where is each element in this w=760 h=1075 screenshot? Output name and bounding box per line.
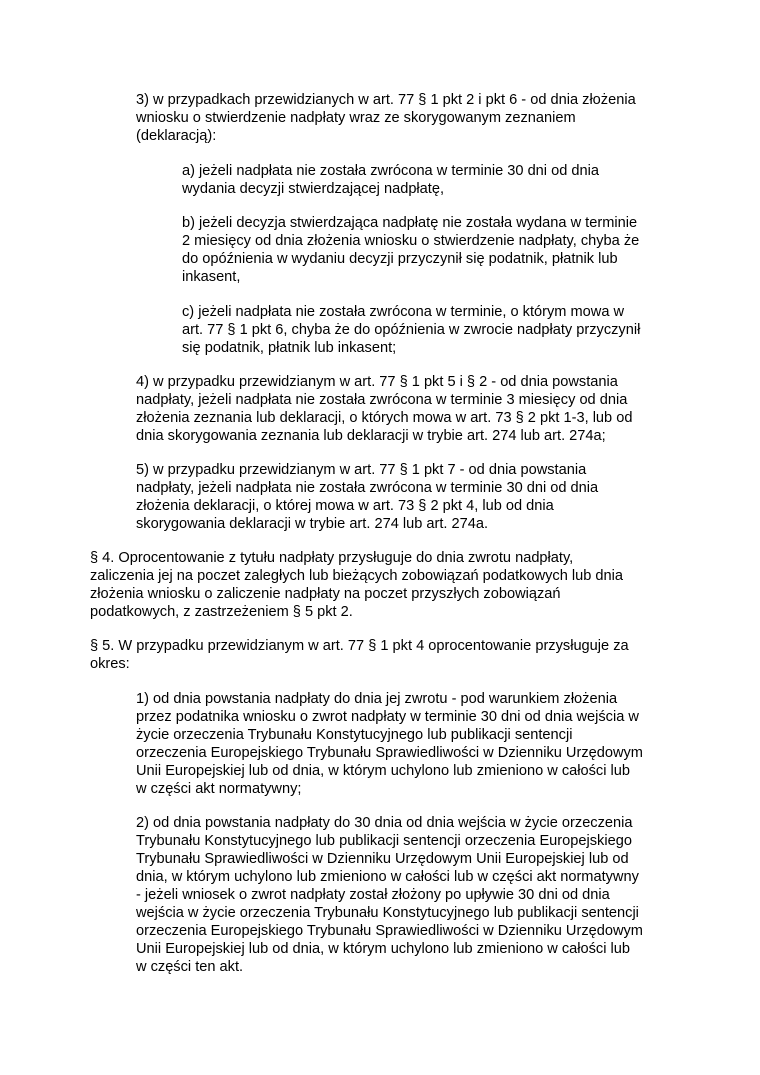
section-5-point-1: 1) od dnia powstania nadpłaty do dnia jej zwrotu - pod warunkiem złożenia przez podatnika wniosku o zwrot nadpłaty w terminie 30 dni od dnia wejścia w życie orzeczenia Trybunału Konstytucyjnego lub publikacji sentencji orzeczenia Europejskiego Trybunału Sprawiedliwości w Dzienniku Urzędowym Unii Europejskiej lub od dnia, w którym uchylono lub zmieniono w całości lub w części akt normatywny; [136,691,643,797]
point-4: 4) w przypadku przewidzianym w art. 77 § 1 pkt 5 i § 2 - od dnia powstania nadpłaty, jeżeli nadpłata nie została zwrócona w terminie 3 miesięcy od dnia złożenia zeznania lub deklaracji, o których mowa w art. 73 § 2 pkt 1-3, lub od dnia skorygowania zeznania lub deklaracji w trybie art. 274 lub art. 274a; [136,374,633,444]
point-3-letter-b: b) jeżeli decyzja stwierdzająca nadpłatę nie została wydana w terminie 2 miesięcy od dnia złożenia wniosku o stwierdzenie nadpłaty, chyba że do opóźnienia w wydaniu decyzji przyczynił się podatnik, płatnik lub inkasent, [182,215,640,285]
section-5: § 5. W przypadku przewidzianym w art. 77 § 1 pkt 4 oprocentowanie przysługuje za okres: [90,638,629,672]
section-4: § 4. Oprocentowanie z tytułu nadpłaty przysługuje do dnia zwrotu nadpłaty, zaliczenia jej na poczet zaległych lub bieżących zobowiązań podatkowych lub dnia złożenia wniosku o zaliczenie nadpłaty na poczet przyszłych zobowiązań podatkowych, z zastrzeżeniem § 5 pkt 2. [90,550,623,620]
point-3-letter-c: c) jeżeli nadpłata nie została zwrócona w terminie, o którym mowa w art. 77 § 1 pkt 6, chyba że do opóźnienia w zwrocie nadpłaty przyczynił się podatnik, płatnik lub inkasent; [182,304,641,356]
point-3-letter-a: a) jeżeli nadpłata nie została zwrócona w terminie 30 dni od dnia wydania decyzji stwierdzającej nadpłatę, [182,163,599,197]
section-5-point-2: 2) od dnia powstania nadpłaty do 30 dnia od dnia wejścia w życie orzeczenia Trybunału Konstytucyjnego lub publikacji sentencji orzeczenia Europejskiego Trybunału Sprawiedliwości w Dzienniku Urzędowym Unii Europejskiej lub od dnia, w którym uchylono lub zmieniono w całości lub w części akt normatywny - jeżeli wniosek o zwrot nadpłaty został złożony po upływie 30 dni od dnia wejścia w życie orzeczenia Trybunału Konstytucyjnego lub publikacji sentencji orzeczenia Europejskiego Trybunału Sprawiedliwości w Dzienniku Urzędowym Unii Europejskiej lub od dnia, w którym uchylono lub zmieniono w całości lub w części ten akt. [136,815,643,975]
point-5: 5) w przypadku przewidzianym w art. 77 § 1 pkt 7 - od dnia powstania nadpłaty, jeżeli nadpłata nie została zwrócona w terminie 30 dni od dnia złożenia deklaracji, o której mowa w art. 73 § 2 pkt 4, lub od dnia skorygowania deklaracji w trybie art. 274 lub art. 274a. [136,462,599,532]
point-3-intro: 3) w przypadkach przewidzianych w art. 77 § 1 pkt 2 i pkt 6 - od dnia złożenia wniosku o stwierdzenie nadpłaty wraz ze skorygowanym zeznaniem (deklaracją): [136,92,636,144]
